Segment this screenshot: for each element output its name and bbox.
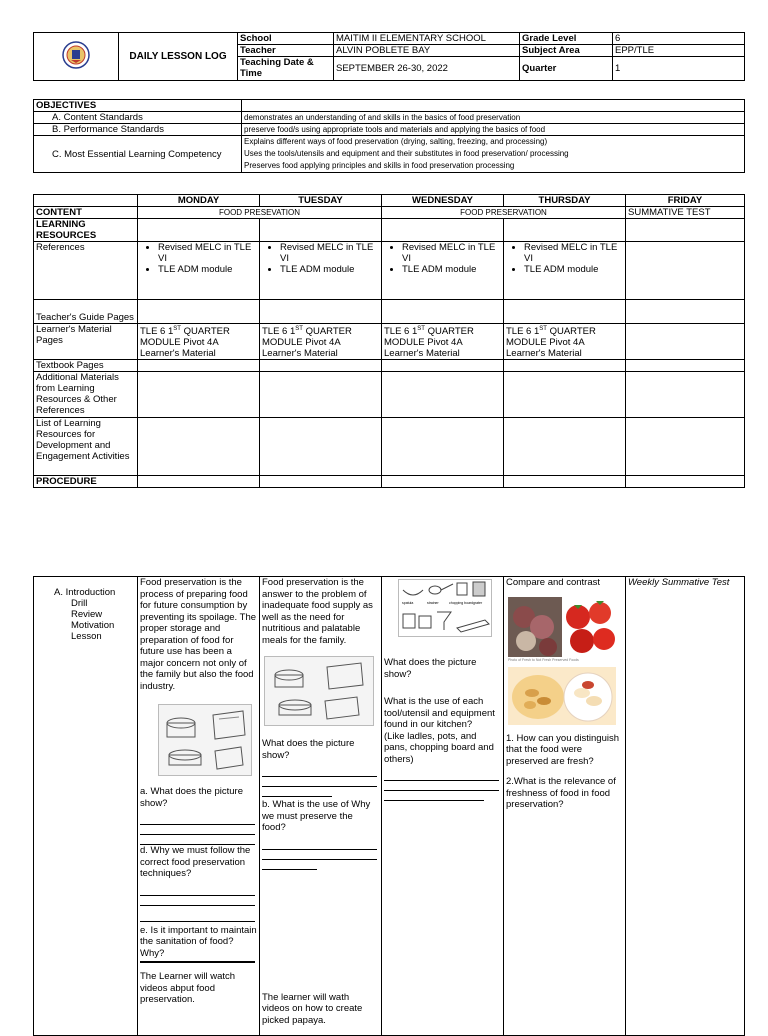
answer-line <box>384 771 499 781</box>
tuesday-intro: Food preservation is the answer to the problem of inadequate food supply as well as the need for nutritious and palatable meals for the family. <box>262 577 373 646</box>
tuesday-question-1: What does the picture show? <box>262 738 355 761</box>
teaching-date-label: Teaching Date & Time <box>238 57 334 81</box>
answer-line <box>384 791 484 801</box>
learners-material-label: Learner's Material Pages <box>34 324 138 360</box>
content-standards-label: A. Content Standards <box>34 112 242 124</box>
content-monday-tuesday: FOOD PRESEVATION <box>138 207 382 219</box>
melc-line: Preserves food applying principles and skills in food preservation processing <box>244 161 515 170</box>
deped-seal-icon <box>62 41 90 69</box>
procedure-thursday <box>504 577 626 1036</box>
day-thursday: THURSDAY <box>504 195 626 207</box>
answer-line <box>140 835 255 845</box>
list-item: • TLE ADM module <box>402 264 501 275</box>
list-item: • Revised MELC in TLE VI <box>280 242 379 264</box>
list-of-resources-label: List of Learning Resources for Development and Engagement Activities <box>34 418 138 476</box>
answer-line <box>140 825 255 835</box>
monday-closing: The Learner will watch videos abput food preservation. <box>140 971 236 1005</box>
procedure-table <box>33 576 745 1036</box>
kitchen-tools-illustration <box>398 579 492 637</box>
apple-comparison-icon <box>508 667 616 725</box>
melc-line: Explains different ways of food preservation (drying, salting, freezing, and processing) <box>244 137 548 146</box>
lm-tuesday: TLE 6 1ST QUARTER MODULE Pivot 4A Learner's Material <box>260 324 382 360</box>
food-preservation-illustration <box>264 656 374 726</box>
photo-caption: Photo of Fresh to Not Fresh Preserved Foods <box>508 657 579 662</box>
answer-line <box>262 767 377 777</box>
apple-photo <box>508 667 616 725</box>
answer-line <box>262 840 377 850</box>
answer-line <box>140 815 255 825</box>
procedure-a-line: Drill <box>71 598 88 609</box>
references-tuesday <box>260 242 382 300</box>
food-containers-icon <box>265 657 373 725</box>
references-label: References <box>34 242 138 300</box>
procedure-tuesday <box>260 577 382 1036</box>
day-tuesday: TUESDAY <box>260 195 382 207</box>
deped-seal-cell <box>34 33 119 81</box>
friday-weekly-test: Weekly Summative Test <box>628 577 730 588</box>
procedure-monday <box>138 577 260 1036</box>
answer-line <box>140 886 255 896</box>
objectives-heading: OBJECTIVES <box>34 100 242 112</box>
food-storage-illustration <box>158 704 252 776</box>
monday-intro: Food preservation is the process of preparing food for future consumption by preventing its spoilage. The proper storage and preparation of food for future use has been a major concern not only of the family but also the food industry. <box>140 577 257 692</box>
list-item: • TLE ADM module <box>524 264 623 275</box>
header-table <box>33 32 745 81</box>
procedure-a-line: Lesson <box>71 631 102 642</box>
lm-monday: TLE 6 1ST QUARTER MODULE Pivot 4A Learner's Material <box>138 324 260 360</box>
list-item: • Revised MELC in TLE VI <box>524 242 623 264</box>
procedure-wednesday <box>382 577 504 1036</box>
procedure-a-label <box>34 577 138 1036</box>
teacher-label: Teacher <box>238 45 334 57</box>
answer-line <box>262 860 317 870</box>
references-thursday <box>504 242 626 300</box>
tool-caption: chopping board <box>449 601 474 605</box>
monday-question-a: a. What does the picture show? <box>140 786 243 809</box>
textbook-pages-label: Textbook Pages <box>34 360 138 372</box>
tool-caption: strainer <box>427 601 439 605</box>
tool-caption: spatula <box>402 601 414 605</box>
day-monday: MONDAY <box>138 195 260 207</box>
list-item: • TLE ADM module <box>280 264 379 275</box>
references-monday <box>138 242 260 300</box>
day-friday: FRIDAY <box>626 195 745 207</box>
subject-area-label: Subject Area <box>520 45 613 57</box>
performance-standards-text: preserve food/s using appropriate tools and materials and applying the basics of food <box>242 124 745 136</box>
monday-question-d: d. Why we must follow the correct food preservation techniques? <box>140 845 251 879</box>
teachers-guide-label: Teacher's Guide Pages <box>34 300 138 324</box>
procedure-label: PROCEDURE <box>34 476 138 488</box>
answer-line <box>140 896 255 906</box>
teaching-date-value: SEPTEMBER 26-30, 2022 <box>334 57 520 81</box>
additional-materials-label: Additional Materials from Learning Resources & Other References <box>34 372 138 418</box>
quarter-value: 1 <box>613 57 745 81</box>
answer-line <box>140 912 255 922</box>
quarter-label: Quarter <box>520 57 613 81</box>
lm-thursday: TLE 6 1ST QUARTER MODULE Pivot 4A Learner's Material <box>504 324 626 360</box>
procedure-a-line: Motivation <box>71 620 115 631</box>
plan-table <box>33 194 745 488</box>
teacher-value: ALVIN POBLETE BAY <box>334 45 520 57</box>
wednesday-question-3: (Like ladles, pots, and pans, chopping board and others) <box>384 730 494 765</box>
procedure-a-line: Review <box>71 609 103 620</box>
wednesday-question-2: What is the use of each tool/utensil and equipment found in our kitchen? <box>384 696 495 730</box>
tool-caption: grater <box>473 601 483 605</box>
thursday-question-1: 1. How can you distinguish that the food were preserved are fresh? <box>506 732 620 767</box>
objectives-table <box>33 99 745 173</box>
thursday-question-2: 2.What is the relevance of freshness of food in food preservation? <box>506 776 616 810</box>
strawberry-comparison-icon <box>508 597 616 657</box>
school-value: MAITIM II ELEMENTARY SCHOOL <box>334 33 520 45</box>
daily-lesson-log-title: DAILY LESSON LOG <box>119 33 238 81</box>
school-label: School <box>238 33 334 45</box>
lm-wednesday: TLE 6 1ST QUARTER MODULE Pivot 4A Learner's Material <box>382 324 504 360</box>
references-wednesday <box>382 242 504 300</box>
food-containers-icon <box>159 705 251 775</box>
wednesday-question-1: What does the picture show? <box>384 657 477 680</box>
melc-label: C. Most Essential Learning Competency <box>34 136 242 173</box>
answer-line <box>262 850 377 860</box>
answer-line <box>262 777 377 787</box>
list-item: • TLE ADM module <box>158 264 257 275</box>
monday-question-e: e. Is it important to maintain the sanitation of food? Why? <box>140 924 257 959</box>
content-standards-text: demonstrates an understanding of and skills in the basics of food preservation <box>242 112 745 124</box>
thursday-title: Compare and contrast <box>506 577 600 588</box>
performance-standards-label: B. Performance Standards <box>34 124 242 136</box>
melc-text <box>242 136 745 173</box>
learning-resources-label: LEARNING RESOURCES <box>34 219 138 242</box>
answer-line <box>262 787 332 797</box>
list-item: • Revised MELC in TLE VI <box>158 242 257 264</box>
subject-area-value: EPP/TLE <box>613 45 745 57</box>
melc-line: Uses the tools/utensils and equipment and their substitutes in food preservation/ processing <box>244 149 569 158</box>
content-friday: SUMMATIVE TEST <box>626 207 745 219</box>
kitchen-tools-icon <box>399 580 491 636</box>
day-wednesday: WEDNESDAY <box>382 195 504 207</box>
procedure-a-title: A. Introduction <box>54 587 116 598</box>
tuesday-closing: The learner will wath videos on how to create picked papaya. <box>262 991 363 1026</box>
answer-line <box>384 781 499 791</box>
strawberry-photo <box>508 597 616 657</box>
tuesday-question-2: b. What is the use of Why we must preserve the food? <box>262 799 371 833</box>
content-label: CONTENT <box>34 207 138 219</box>
list-item: • Revised MELC in TLE VI <box>402 242 501 264</box>
grade-level-label: Grade Level <box>520 33 613 45</box>
procedure-friday <box>626 577 745 1036</box>
content-wednesday-thursday: FOOD PRESERVATION <box>382 207 626 219</box>
grade-level-value: 6 <box>613 33 745 45</box>
